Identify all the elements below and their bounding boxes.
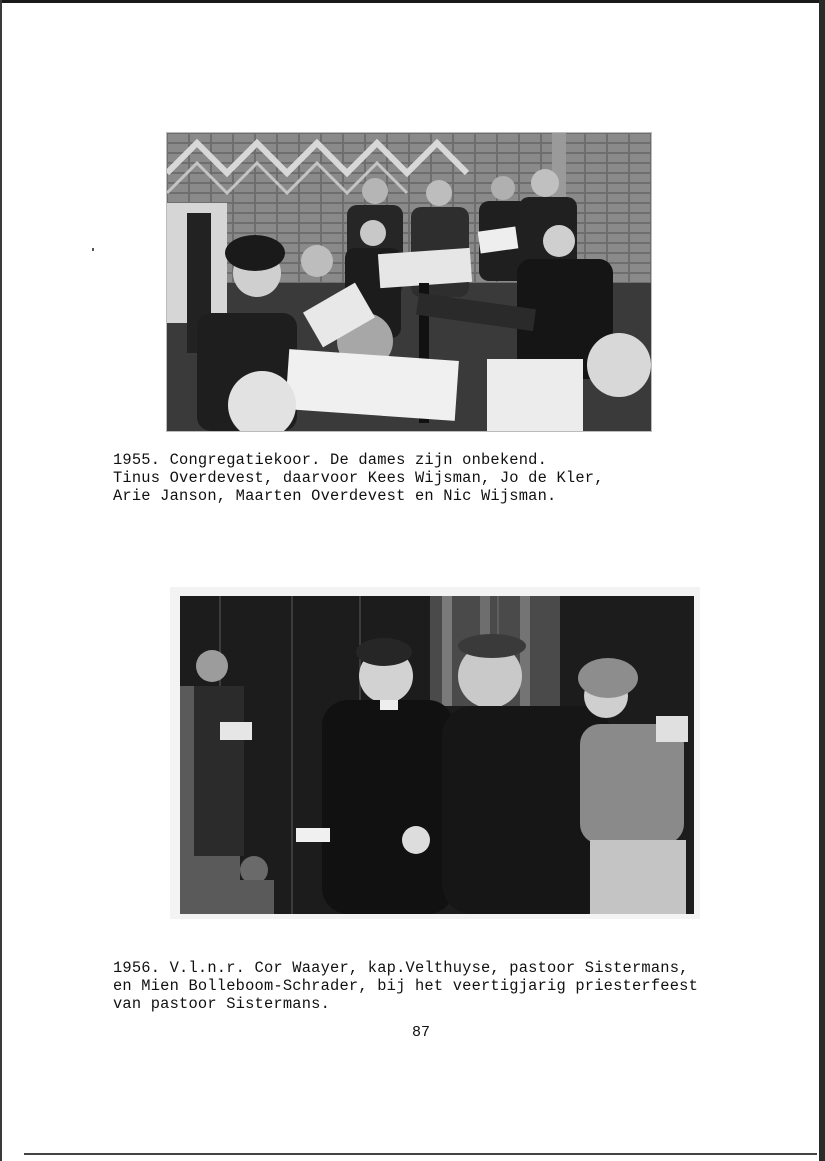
scan-speck: [92, 248, 94, 251]
photo-caption-1956: [113, 959, 698, 1013]
caption-line: van pastoor Sistermans.: [113, 995, 331, 1013]
scan-border-right: [819, 0, 825, 1161]
caption-line: Arie Janson, Maarten Overdevest en Nic Wijsman.: [113, 487, 557, 505]
scan-border-bottom: [24, 1153, 817, 1155]
photo-caption-1955: [113, 451, 604, 505]
caption-line: en Mien Bolleboom-Schrader, bij het veertigjarig priesterfeest: [113, 977, 699, 995]
jubilee-photo: [180, 596, 694, 914]
scan-border-top: [0, 0, 825, 3]
caption-line: 1956. V.l.n.r. Cor Waayer, kap.Velthuyse, pastoor Sistermans,: [113, 959, 689, 977]
caption-line: Tinus Overdevest, daarvoor Kees Wijsman, Jo de Kler,: [113, 469, 604, 487]
caption-line: 1955. Congregatiekoor. De dames zijn onbekend.: [113, 451, 548, 469]
scan-border-left: [0, 0, 2, 1161]
choir-photo: [166, 132, 652, 432]
page-number: 87: [412, 1024, 431, 1041]
